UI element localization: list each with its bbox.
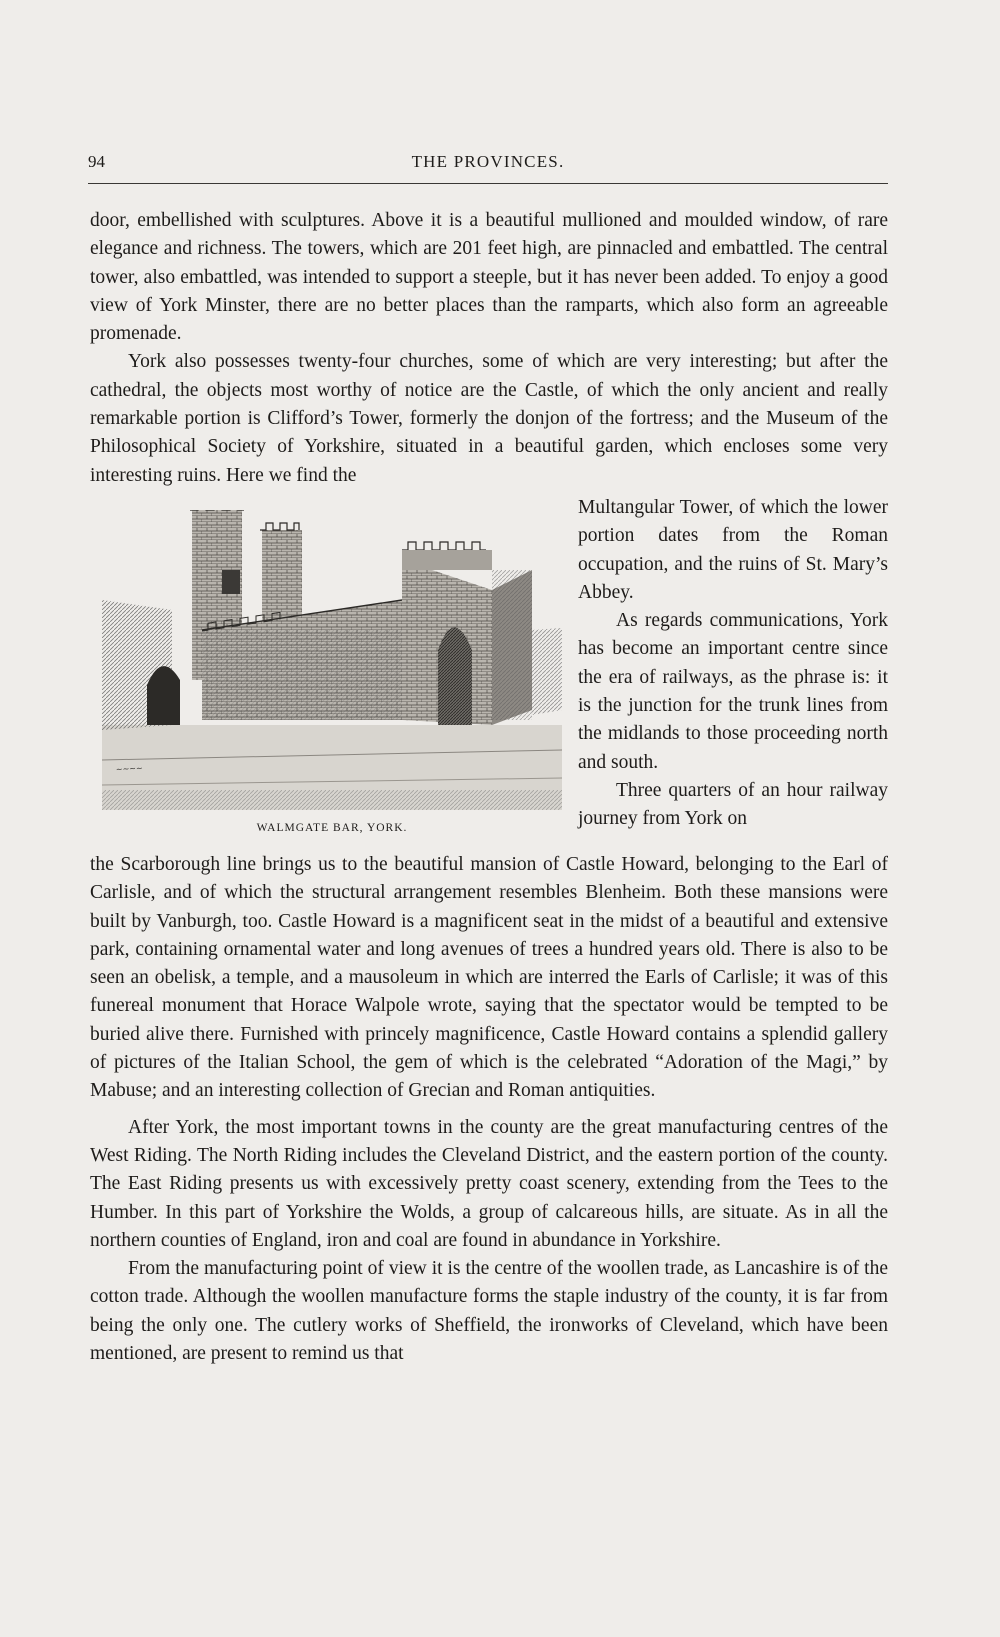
header-rule bbox=[88, 183, 888, 184]
engraving-image bbox=[102, 510, 562, 810]
svg-text:~~~~: ~~~~ bbox=[115, 763, 143, 774]
page-header bbox=[88, 148, 888, 178]
paragraph-multangular: Multangular Tower, of which the lower portion dates from the Roman occupation, and the ruins of St. Mary’s Abbey. bbox=[578, 497, 888, 603]
page-number: 94 bbox=[88, 152, 105, 171]
side-text-column bbox=[578, 494, 888, 834]
paragraph-castle-howard: the Scarborough line brings us to the beautiful mansion of Castle Howard, belonging to the Earl of Carlisle, and of which the structural arrangement resembles Blenheim. Both these mansions were built by Vanburgh, too. Castle Howard is a magnificent seat in the midst of a beautiful and extensive park, containing ornamental water and long avenues of trees a hundred years old. There is also to be seen an obelisk, a temple, and a mausoleum in which are interred the Earls of Carlisle; it was of this funereal monument that Horace Walpole wrote, saying that the spectator would be tempted to be buried alive there. Furnished with princely magnificence, Castle Howard contains a splendid gallery of pictures of the Italian School, the gem of which is the celebrated “Adoration of the Magi,” by Mabuse; and an interesting collection of Grecian and Roman antiquities. bbox=[90, 854, 888, 1102]
paragraph-churches: York also possesses twenty-four churches, some of which are very interesting; but after the cathedral, the objects most worthy of notice are the Castle, of which the only ancient and really remarkable portion is Clifford’s Tower, formerly the donjon of the fortress; and the Museum of the Philosophical Society of Yorkshire, situated in a beautiful garden, which encloses some very interesting ruins. Here we find the bbox=[90, 351, 888, 486]
top-text-block bbox=[90, 207, 888, 490]
walmgate-bar-illustration bbox=[102, 510, 562, 810]
figure-caption: WALMGATE BAR, YORK. bbox=[256, 822, 408, 834]
paragraph-west-riding: After York, the most important towns in the county are the great manufacturing centres of the West Riding. The North Riding includes the Cleveland District, and the eastern portion of the county. The East Riding presents us with excessively pretty coast scenery, extending from the Tees to the Humber. In this part of Yorkshire the Wolds, a group of calcareous hills, are situate. As in all the northern counties of England, iron and coal are found in abundance in Yorkshire. bbox=[90, 1116, 888, 1251]
paragraph-communications: As regards communications, York has become an important centre since the era of railways, as the phrase is: it is the junction for the trunk lines from the midlands to those proceeding north and south. bbox=[578, 610, 888, 773]
running-head: THE PROVINCES. bbox=[411, 152, 565, 171]
paragraph-woollen-trade: From the manufacturing point of view it is the centre of the woollen trade, as Lancashire is of the cotton trade. Although the woollen manufacture forms the staple industry of the county, it is far from being the only one. The cutlery works of Sheffield, the ironworks of Cleveland, which have been mentioned, are present to remind us that bbox=[90, 1258, 888, 1365]
bottom-text-block bbox=[90, 851, 888, 1368]
paragraph-minster: door, embellished with sculptures. Above it is a beautiful mullioned and moulded window, of rare elegance and richness. The towers, which are 201 feet high, are pinnacled and embattled. The central tower, also embattled, was intended to support a steeple, but it has never been added. To enjoy a good view of York Minster, there are no better places than the ramparts, which also form an agreeable promenade. bbox=[90, 210, 888, 345]
paragraph-castle-howard-start: Three quarters of an hour railway journey from York on bbox=[578, 779, 888, 830]
